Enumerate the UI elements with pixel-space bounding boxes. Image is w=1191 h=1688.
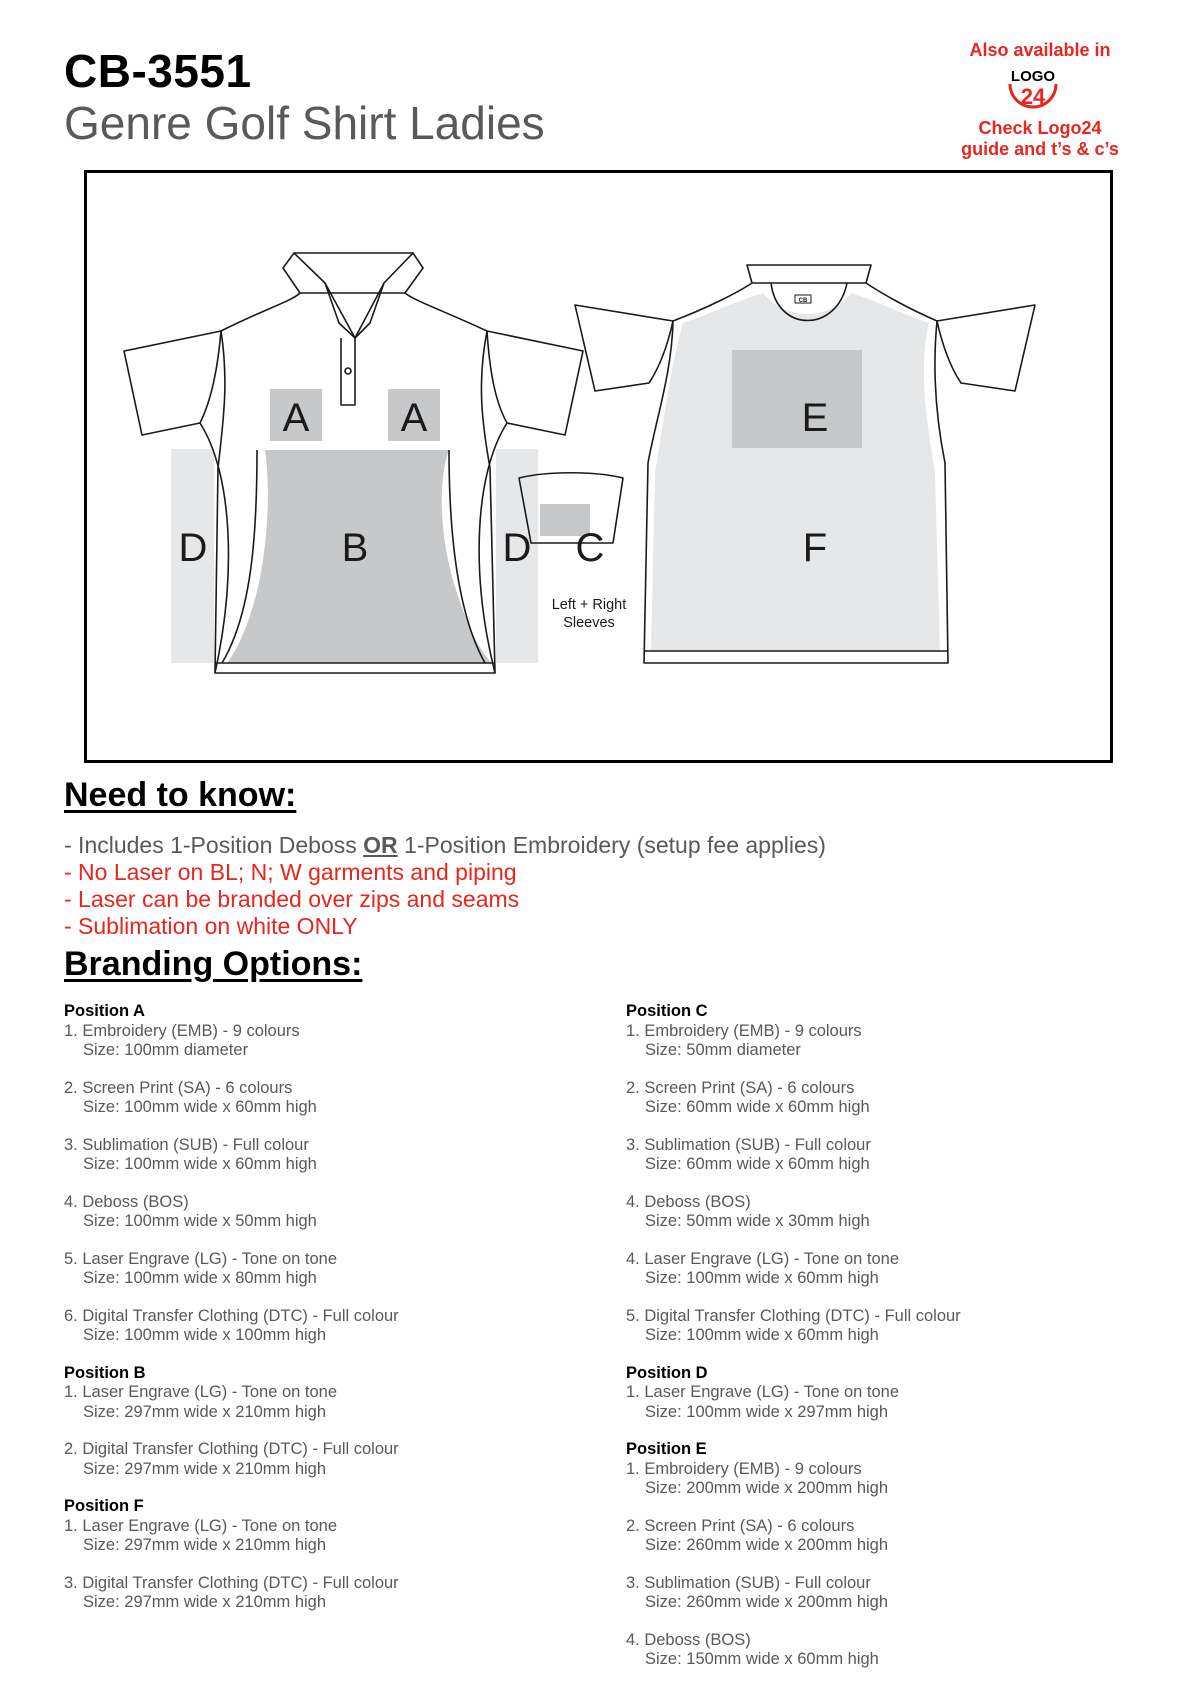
option-method: 2. Digital Transfer Clothing (DTC) - Full colour	[64, 1440, 399, 1458]
sleeve-caption-line-2: Sleeves	[563, 615, 615, 631]
logo24-guide-line-1: Check Logo24	[978, 118, 1102, 138]
branding-column-right	[626, 1002, 1166, 1688]
branding-option	[64, 1250, 604, 1289]
option-method: 1. Embroidery (EMB) - 9 colours	[626, 1459, 862, 1478]
option-size: Size: 100mm wide x 60mm high	[645, 1269, 879, 1287]
branding-option	[626, 1307, 1166, 1346]
logo24-badge	[1005, 64, 1061, 118]
position-block	[626, 1440, 1166, 1670]
option-size: Size: 100mm wide x 60mm high	[645, 1326, 879, 1344]
branding-option	[626, 1136, 1166, 1175]
option-method: 2. Screen Print (SA) - 6 colours	[626, 1516, 855, 1535]
branding-option	[64, 1517, 604, 1556]
option-size: Size: 150mm wide x 60mm high	[645, 1650, 879, 1668]
product-code: CB-3551	[64, 45, 252, 97]
option-size: Size: 60mm wide x 60mm high	[645, 1155, 870, 1173]
branding-option	[626, 1383, 1166, 1422]
branding-option	[64, 1440, 604, 1479]
position-title: Position B	[64, 1363, 146, 1382]
position-block	[64, 1364, 604, 1480]
logo24-guide-note	[940, 118, 1140, 160]
brand-tag: CB	[798, 298, 808, 304]
sleeve-caption-line-1: Left + Right	[551, 597, 627, 613]
option-method: 3. Sublimation (SUB) - Full colour	[64, 1135, 309, 1154]
option-size: Size: 100mm wide x 60mm high	[83, 1155, 317, 1173]
note-line-3: - Laser can be branded over zips and seams	[64, 886, 520, 912]
label-a-right: A	[400, 396, 428, 440]
branding-option	[626, 1022, 1166, 1061]
branding-options-heading: Branding Options:	[64, 945, 363, 983]
option-method: 5. Digital Transfer Clothing (DTC) - Full colour	[626, 1306, 961, 1325]
branding-option	[626, 1631, 1166, 1670]
option-method: 3. Digital Transfer Clothing (DTC) - Full colour	[64, 1573, 399, 1592]
option-size: Size: 100mm wide x 60mm high	[83, 1098, 317, 1116]
option-size: Size: 297mm wide x 210mm high	[83, 1593, 327, 1611]
label-c: C	[575, 526, 605, 570]
option-method: 1. Embroidery (EMB) - 9 colours	[626, 1021, 862, 1040]
option-size: Size: 50mm wide x 30mm high	[645, 1212, 870, 1230]
option-method: 4. Deboss (BOS)	[626, 1192, 751, 1211]
option-size: Size: 100mm wide x 100mm high	[83, 1326, 327, 1344]
product-name: Genre Golf Shirt Ladies	[64, 97, 545, 149]
position-title: Position C	[626, 1002, 708, 1020]
option-size: Size: 100mm wide x 297mm high	[645, 1402, 889, 1421]
option-size: Size: 100mm wide x 50mm high	[83, 1212, 317, 1230]
branding-option	[64, 1574, 604, 1613]
position-title: Position A	[64, 1002, 145, 1020]
option-size: Size: 297mm wide x 210mm high	[83, 1536, 327, 1554]
branding-option	[64, 1136, 604, 1175]
position-title: Position F	[64, 1497, 144, 1515]
front-shirt-illustration	[124, 253, 583, 673]
label-d-left: D	[178, 526, 208, 570]
branding-diagram	[84, 170, 1113, 763]
branding-option	[626, 1079, 1166, 1118]
need-to-know-heading: Need to know:	[64, 776, 297, 814]
option-method: 4. Laser Engrave (LG) - Tone on tone	[626, 1249, 900, 1268]
option-method: 3. Sublimation (SUB) - Full colour	[626, 1573, 871, 1592]
option-method: 1. Laser Engrave (LG) - Tone on tone	[64, 1516, 338, 1535]
branding-option	[64, 1022, 604, 1061]
option-method: 2. Screen Print (SA) - 6 colours	[626, 1078, 855, 1097]
option-size: Size: 260mm wide x 200mm high	[645, 1593, 889, 1611]
option-method: 1. Embroidery (EMB) - 9 colours	[64, 1021, 300, 1040]
option-method: 1. Laser Engrave (LG) - Tone on tone	[626, 1383, 900, 1401]
option-size: Size: 60mm wide x 60mm high	[645, 1098, 870, 1116]
branding-option	[64, 1193, 604, 1232]
option-size: Size: 260mm wide x 200mm high	[645, 1536, 889, 1554]
position-block	[64, 1497, 604, 1613]
position-title: Position D	[626, 1363, 708, 1382]
note-line-4: - Sublimation on white ONLY	[64, 913, 358, 939]
position-block	[626, 1364, 1166, 1423]
position-block	[626, 1002, 1166, 1346]
option-size: Size: 100mm diameter	[83, 1041, 249, 1059]
option-method: 1. Laser Engrave (LG) - Tone on tone	[64, 1383, 338, 1401]
branding-option	[626, 1193, 1166, 1232]
logo24-guide-line-2: guide and t’s & c’s	[961, 139, 1119, 159]
branding-column-left	[64, 1002, 604, 1631]
zone-e	[732, 350, 862, 448]
option-method: 2. Screen Print (SA) - 6 colours	[64, 1078, 293, 1097]
note-line-1-pre: - Includes 1-Position Deboss	[64, 832, 364, 858]
position-title: Position E	[626, 1440, 707, 1458]
label-b: B	[341, 526, 369, 570]
logo24-badge-top: LOGO	[1010, 68, 1056, 85]
option-size: Size: 100mm wide x 80mm high	[83, 1269, 317, 1287]
label-e: E	[801, 396, 829, 440]
option-size: Size: 200mm wide x 200mm high	[645, 1479, 889, 1497]
position-block	[64, 1002, 604, 1346]
label-d-right: D	[502, 526, 532, 570]
note-line-2: - No Laser on BL; N; W garments and piping	[64, 859, 517, 885]
label-f: F	[802, 526, 828, 570]
option-method: 3. Sublimation (SUB) - Full colour	[626, 1135, 871, 1154]
option-size: Size: 297mm wide x 210mm high	[83, 1402, 327, 1421]
branding-option	[64, 1383, 604, 1422]
option-method: 5. Laser Engrave (LG) - Tone on tone	[64, 1249, 338, 1268]
option-method: 6. Digital Transfer Clothing (DTC) - Full colour	[64, 1306, 399, 1325]
branding-option	[64, 1079, 604, 1118]
logo24-badge-num: 24	[1020, 84, 1046, 109]
branding-option	[626, 1250, 1166, 1289]
option-method: 4. Deboss (BOS)	[64, 1192, 189, 1211]
note-line-1-or: OR	[363, 832, 398, 858]
branding-option	[626, 1517, 1166, 1556]
also-available-text: Also available in	[969, 40, 1111, 60]
back-shirt-illustration	[575, 265, 1035, 663]
branding-option	[626, 1574, 1166, 1613]
branding-option	[64, 1307, 604, 1346]
branding-option	[626, 1460, 1166, 1499]
option-method: 4. Deboss (BOS)	[626, 1630, 751, 1649]
note-line-1-post: 1-Position Embroidery (setup fee applies)	[397, 832, 826, 858]
zone-f	[651, 293, 940, 651]
need-to-know-list	[64, 832, 826, 940]
option-size: Size: 297mm wide x 210mm high	[83, 1459, 327, 1478]
note-line-1	[64, 832, 826, 859]
label-a-left: A	[282, 396, 310, 440]
option-size: Size: 50mm diameter	[645, 1041, 801, 1059]
